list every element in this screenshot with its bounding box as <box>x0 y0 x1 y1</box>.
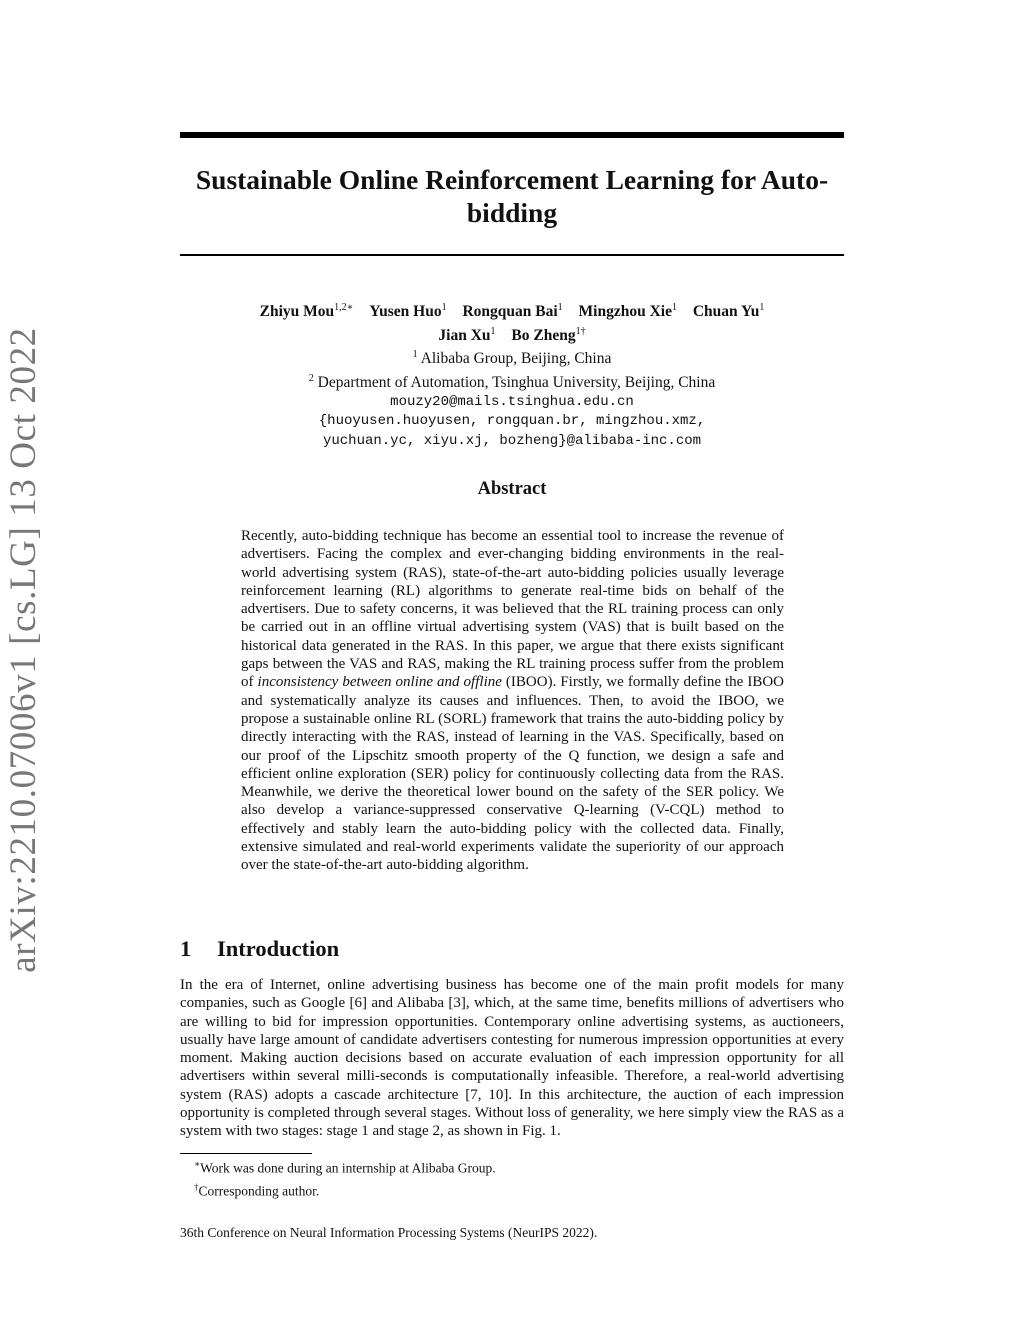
author-name: Mingzhou Xie$^1$ <box>578 302 677 321</box>
abstract-text: Recently, auto-bidding technique has become an essential tool to increase the revenue of advertisers. Facing the complex and ever-changing bidding environments in the real-world advertising system (RAS), state-of-the-art auto-bidding policies usually leverage reinforcement learning (RL) algorithms to generate real-time bids on behalf of the advertisers. Due to safety concerns, it was believed that the RL training process can only be carried out in an offline virtual advertising system (VAS) that is built based on the historical data generated in the RAS. In this paper, we argue that there exists significant gaps between the VAS and RAS, making the RL training process suffer from the problem of inconsistency between online and offline (IBOO). Firstly, we formally define the IBOO and systematically analyze its causes and influences. Then, to avoid the IBOO, we propose a sustainable online RL (SORL) framework that trains the auto-bidding policy by directly interacting with the RAS, instead of learning in the VAS. Specifically, based on our proof of the Lipschitz smooth property of the Q function, we design a safe and efficient online exploration (SER) policy for continuously collecting data from the RAS. Meanwhile, we derive the theoretical lower bound on the safety of the SER policy. We also develop a variance-suppressed conservative Q-learning (V-CQL) method to effectively and stably learn the auto-bidding policy with the collected data. Finally, extensive simulated and real-world experiments validate the superiority of our approach over the state-of-the-art auto-bidding algorithm. <box>241 528 785 874</box>
author-name: Bo Zheng$^{1\dagger}$ <box>511 325 586 344</box>
author-email: mouzy20@mails.tsinghua.edu.cn <box>390 393 634 410</box>
affiliation-1: $^1$ Alibaba Group, Beijing, China <box>412 349 612 368</box>
arxiv-identifier: arXiv:2210.07006v1 [cs.LG] 13 Oct 2022 <box>3 327 44 973</box>
author-name: Chuan Yu$^1$ <box>692 302 765 321</box>
author-email: {huoyusen.huoyusen, rongquan.br, mingzhou.xmz, <box>318 413 706 430</box>
footnote-rule <box>180 1153 312 1154</box>
paper-title: Sustainable Online Reinforcement Learning for Auto-bidding <box>195 164 829 228</box>
author-line-2 <box>180 322 844 346</box>
title-rule-bottom <box>180 254 844 256</box>
title-rule-top <box>180 132 844 138</box>
introduction-paragraph: In the era of Internet, online advertising business has become one of the main profit models for many companies, such as Google [6] and Alibaba [3], which, at the same time, benefits millions of advertisers who are willing to bid for impression opportunities. Contemporary online advertising systems, as auctioneers, usually have large amount of candidate advertisers contesting for numerous impression opportunities at every moment. Making auction decisions based on accurate evaluation of each impression opportunity for all advertisers within several milli-seconds is computationally infeasible. Therefore, a real-world advertising system (RAS) adopts a cascade architecture [7, 10]. In this architecture, the auction of each impression opportunity is completed through several stages. Without loss of generality, we here simply view the RAS as a system with two stages: stage 1 and stage 2, as shown in Fig. 1. <box>180 977 844 1140</box>
footnote: ∗Work was done during an internship at Alibaba Group. <box>194 1159 496 1176</box>
author-email: yuchuan.yc, xiyu.xj, bozheng}@alibaba-inc.com <box>322 432 702 449</box>
author-name: Zhiyu Mou$^{1,2∗}$ <box>259 302 354 321</box>
footnotes <box>194 1155 844 1200</box>
author-name: Rongquan Bai$^1$ <box>462 302 563 321</box>
footnote: †Corresponding author. <box>194 1181 320 1198</box>
venue-note: 36th Conference on Neural Information Processing Systems (NeurIPS 2022). <box>180 1225 598 1240</box>
author-name: Jian Xu$^1$ <box>438 325 496 344</box>
affiliation-2: $^2$ Department of Automation, Tsinghua University, Beijing, China <box>308 372 716 392</box>
abstract-heading: Abstract <box>477 479 547 499</box>
author-block <box>180 298 844 451</box>
author-line-1 <box>180 298 844 322</box>
author-name: Yusen Huo$^1$ <box>369 302 447 321</box>
section-heading-introduction: 1 Introduction <box>180 936 340 961</box>
